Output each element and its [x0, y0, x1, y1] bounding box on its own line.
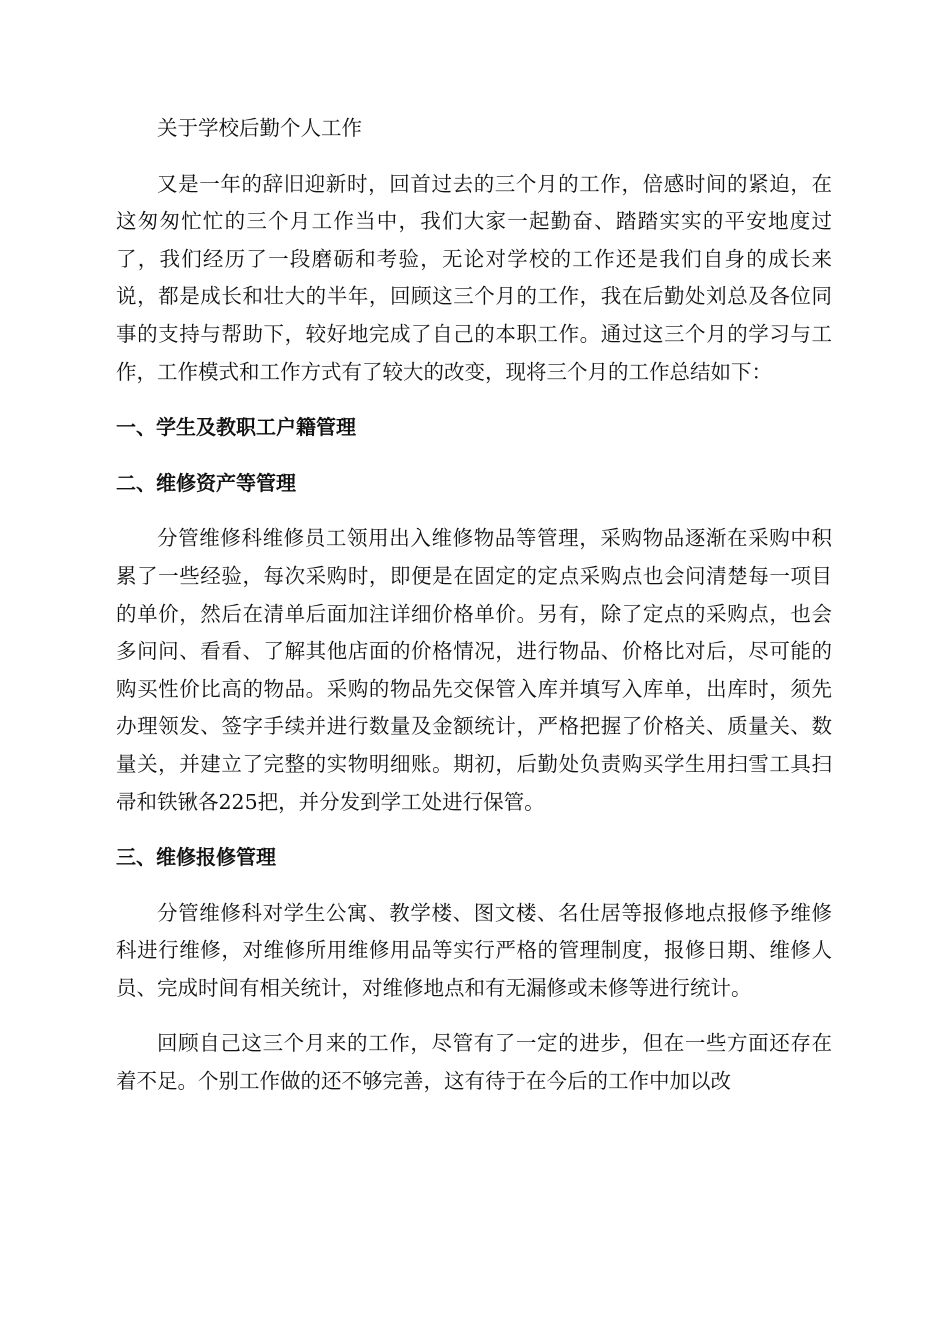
- paragraph-repair-reports: 分管维修科对学生公寓、教学楼、图文楼、名仕居等报修地点报修予维修科进行维修，对维修所用维修用品等实行严格的管理制度，报修日期、维修人员、完成时间有相关统计，对维修地点和有无漏修或未修等进行统计。: [116, 900, 832, 1000]
- paragraph-intro: 又是一年的辞旧迎新时，回首过去的三个月的工作，倍感时间的紧迫，在这匆匆忙忙的三个月工作当中，我们大家一起勤奋、踏踏实实的平安地度过了，我们经历了一段磨砺和考验，无论对学校的工作还是我们自身的成长来说，都是成长和壮大的半年，回顾这三个月的工作，我在后勤处刘总及各位同事的支持与帮助下，较好地完成了自己的本职工作。通过这三个月的学习与工作，工作模式和工作方式有了较大的改变，现将三个月的工作总结如下：: [116, 171, 832, 384]
- section-heading-household-registration: 一、学生及教职工户籍管理: [116, 415, 356, 440]
- document-page: [116, 110, 832, 1119]
- paragraph-maintenance-assets: 分管维修科维修员工领用出入维修物品等管理，采购物品逐渐在采购中积累了一些经验，每次采购时，即便是在固定的定点采购点也会问清楚每一项目的单价，然后在清单后面加注详细价格单价。另有，除了定点的采购点，也会多问问、看看、了解其他店面的价格情况，进行物品、价格比对后，尽可能的购买性价比高的物品。采购的物品先交保管入库并填写入库单，出库时，须先办理领发、签字手续并进行数量及金额统计，严格把握了价格关、质量关、数量关，并建立了完整的实物明细账。期初，后勤处负责购买学生用扫雪工具扫帚和铁锹各225把，并分发到学工处进行保管。: [116, 526, 832, 814]
- document-title: 关于学校后勤个人工作: [157, 116, 362, 140]
- section-heading-repair-reports: 三、维修报修管理: [116, 845, 276, 870]
- paragraph-review: 回顾自己这三个月来的工作，尽管有了一定的进步，但在一些方面还存在着不足。个别工作做的还不够完善，这有待于在今后的工作中加以改: [116, 1031, 832, 1094]
- section-heading-maintenance-assets: 二、维修资产等管理: [116, 470, 296, 495]
